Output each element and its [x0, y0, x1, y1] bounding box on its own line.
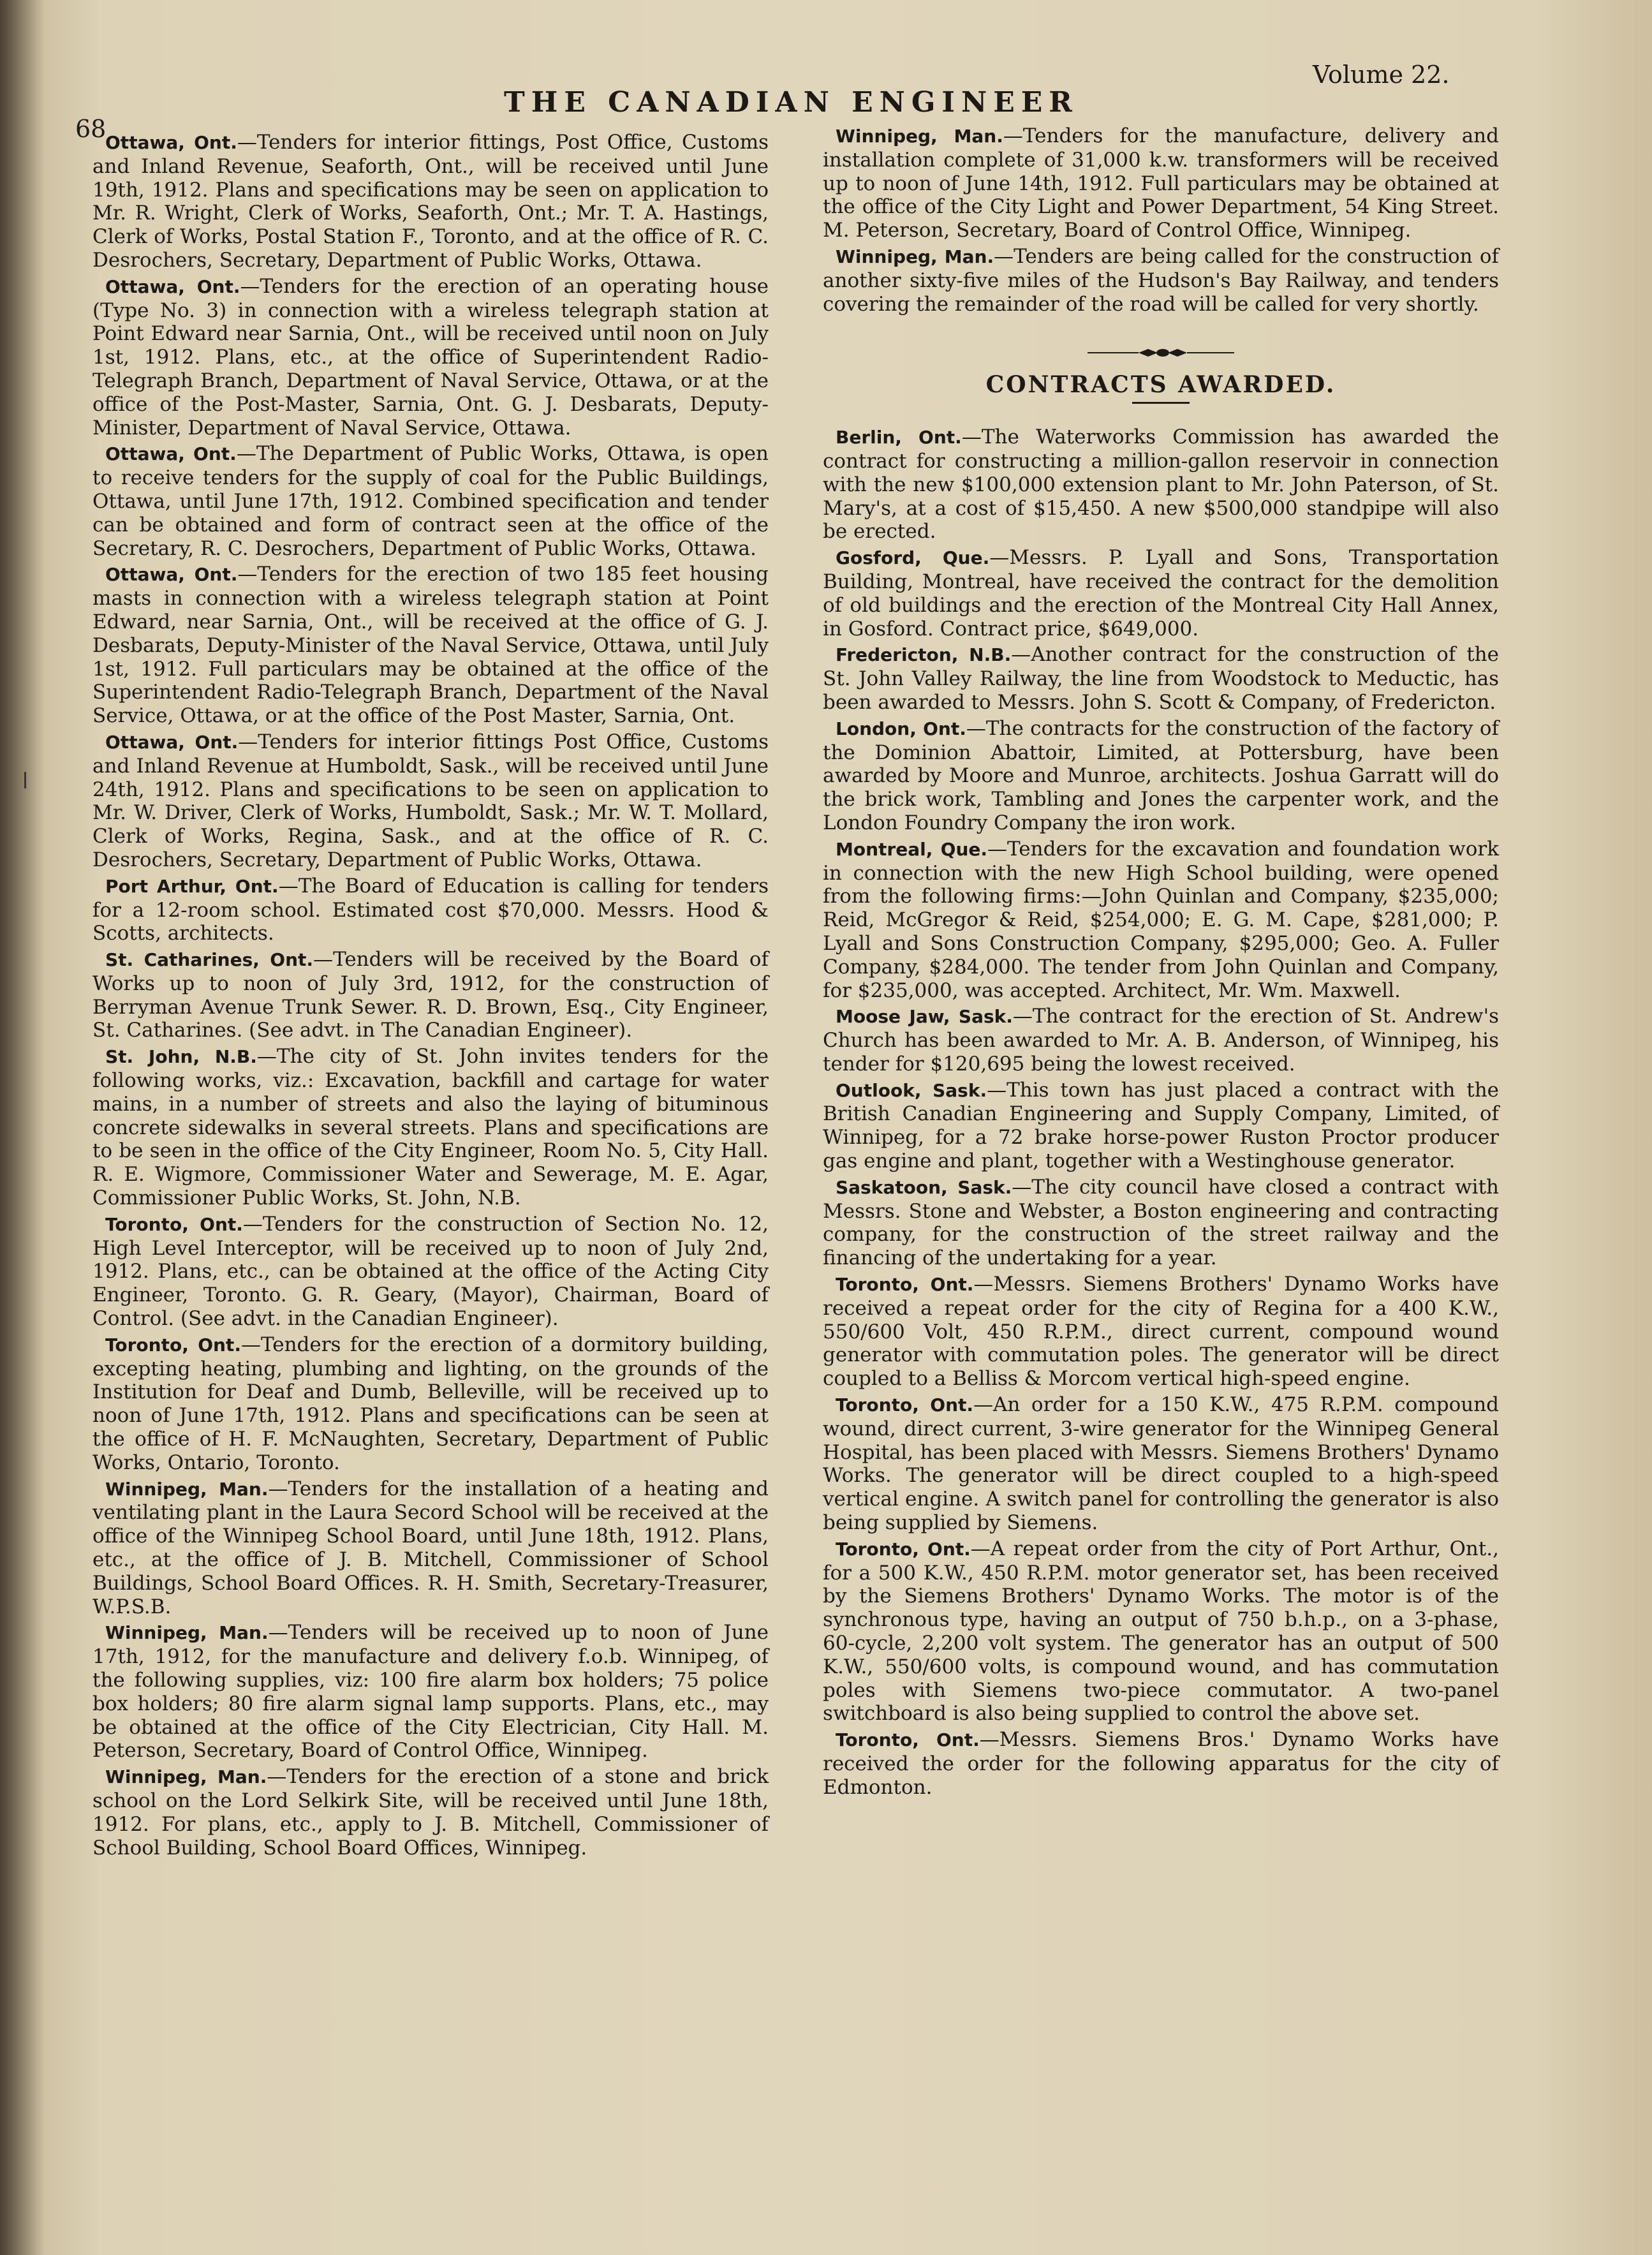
entry-place: Gosford, Que. — [836, 547, 990, 569]
notice-entry — [823, 1728, 1499, 1799]
notice-entry — [92, 1477, 769, 1619]
entry-place: Saskatoon, Sask. — [836, 1176, 1012, 1198]
notice-entry — [823, 717, 1499, 835]
entry-place: Toronto, Ont. — [105, 1213, 243, 1235]
entry-dash: — — [973, 1273, 994, 1296]
entry-text: Tenders for the construction of Section No. 12, High Level Interceptor, will be received up to noon of July 2nd, 1912. Plans, etc., can be obtained at the office of the Acting City Engineer, Toronto. G. R. Geary, (Mayor), Chairman, Board of Control. (See advt. in the Canadian Engineer). — [92, 1212, 769, 1331]
entry-text: A repeat order from the city of Port Arthur, Ont., for a 500 K.W., 450 R.P.M. motor generator set, has been received by the Siemens Brothers' Dynamo Works. The motor is of the synchronous type, having an output of 750 b.h.p., on a 3-phase, 60-cycle, 2,200 volt system. The generator has an output of 500 K.W., 550/600 volts, is compound wound, and has commutation poles with Siemens two-piece commutator. A two-panel switchboard is also being supplied to control the above set. — [823, 1537, 1500, 1726]
notice-entry — [823, 1176, 1499, 1270]
notice-entry — [823, 1005, 1499, 1076]
entry-text: The Department of Public Works, Ottawa, is open to receive tenders for the supply of coal for the Public Buildings, Ottawa, until June 17th, 1912. Combined specification and tender can be obtained and form of contract seen at the office of the Secretary, R. C. Desrochers, Department of Public Works, Ottawa. — [92, 442, 769, 560]
entry-place: St. Catharines, Ont. — [105, 949, 314, 971]
entry-place: Ottawa, Ont. — [105, 564, 238, 586]
entry-dash: — — [970, 1537, 991, 1560]
entry-place: Toronto, Ont. — [836, 1394, 974, 1416]
entry-place: Montreal, Que. — [836, 838, 988, 860]
left-column — [92, 131, 769, 1862]
notice-entry — [823, 1273, 1499, 1391]
contracts-awarded-heading: CONTRACTS AWARDED. — [985, 371, 1336, 399]
entry-place: Moose Jaw, Sask. — [836, 1006, 1013, 1028]
entry-dash: — — [1011, 643, 1031, 667]
entry-dash: — — [238, 730, 258, 753]
notice-entry — [823, 124, 1499, 242]
entry-place: Port Arthur, Ont. — [105, 875, 279, 897]
entry-text: The city of St. John invites tenders for the following works, viz.: Excavation, backfill and cartage for water mains, in a number of streets and also the laying of bituminous concrete sidewalks in several streets. Plans and specifications are to be seen in the office of the City Engineer, Room No. 5, City Hall. R. E. Wigmore, Commissioner Water and Sewerage, M. E. Agar, Commissioner Public Works, St. John, N.B. — [92, 1045, 769, 1210]
margin-mark — [24, 772, 26, 788]
entry-text: An order for a 150 K.W., 475 R.P.M. compound wound, direct current, 3-wire generator for the Winnipeg General Hospital, has been placed with Messrs. Siemens Brothers' Dynamo Works. The generator will be direct coupled to a high-speed vertical engine. A switch panel for controlling the generator is also being supplied by Siemens. — [823, 1393, 1500, 1535]
entry-dash: — — [313, 948, 334, 972]
notice-entry — [92, 131, 769, 272]
entry-text: Tenders for the installation of a heating and ventilating plant in the Laura Secord School will be received at the office of the Winnipeg School Board, until June 18th, 1912. Plans, etc., at the office of J. B. Mitchell, Commissioner of School Buildings, School Board Offices. R. H. Smith, Secretary-Treasurer, W.P.S.B. — [92, 1477, 769, 1618]
notice-entry — [92, 275, 769, 440]
entry-text: Messrs. Siemens Brothers' Dynamo Works have received a repeat order for the city of Regina for a 400 K.W., 550/600 Volt, 450 R.P.M., direct current, compound wound generator with commutation poles. The generator will be direct coupled to a Belliss & Morcom vertical high-speed engine. — [823, 1273, 1499, 1391]
entry-dash: — — [237, 131, 257, 154]
entry-dash: — — [987, 837, 1008, 861]
entry-dash: — — [1012, 1175, 1032, 1199]
entry-place: Toronto, Ont. — [105, 1334, 241, 1356]
notice-entry — [823, 643, 1499, 714]
entry-place: Winnipeg, Man. — [836, 126, 1003, 147]
entry-dash: — — [994, 244, 1014, 268]
notice-entry — [92, 730, 769, 872]
contracts-list — [823, 425, 1499, 1799]
entry-text: Tenders for interior fittings, Post Office, Customs and Inland Revenue, Seaforth, Ont., will be received until June 19th, 1912. Plans and specifications may be seen on application to Mr. R. Wright, Clerk of Works, Seaforth, Ont.; Mr. T. A. Hastings, Clerk of Works, Postal Station F., Toronto, and at the office of R. C. Desrochers, Secretary, Department of Public Works, Ottawa. — [92, 131, 769, 272]
notice-entry — [92, 442, 769, 560]
notice-entry — [823, 1537, 1499, 1726]
entry-dash: — — [987, 1078, 1007, 1102]
notice-entry — [823, 838, 1499, 1003]
entry-place: Ottawa, Ont. — [105, 132, 237, 153]
entry-text: Tenders for the excavation and foundation work in connection with the new High School building, were opened from the following firms:—John Quinlan and Company, $235,000; Reid, McGregor & Reid, $254,000; E. G. M. Cape, $281,000; P. Lyall and Sons Construction Company, $295,000; Geo. A. Fuller Company, $284,000. The tender from John Quinlan and Company, for $235,000, was accepted. Architect, Mr. Wm. Maxwell. — [823, 837, 1499, 1002]
entry-place: London, Ont. — [836, 718, 966, 739]
heading-rule — [1132, 402, 1190, 404]
entry-place: Winnipeg, Man. — [105, 1766, 267, 1788]
entry-text: Tenders are being called for the construction of another sixty-five miles of the Hudson's Bay Railway, and tenders covering the remainder of the road will be called for very shortly. — [823, 244, 1499, 316]
entry-place: St. John, N.B. — [105, 1046, 257, 1068]
notice-entry — [823, 546, 1499, 640]
entry-dash: — — [236, 442, 256, 466]
entry-dash: — — [267, 1765, 287, 1789]
entry-dash: — — [1003, 124, 1023, 147]
entry-text: The Waterworks Commission has awarded the contract for constructing a million-gallon reservoir in connection with the new $100,000 extension plant to Mr. John Paterson, of St. Mary's, at a cost of $15,450. A new $500,000 standpipe will also be erected. — [823, 425, 1499, 543]
entry-dash: — — [278, 874, 299, 898]
entry-text: Tenders for interior fittings Post Office, Customs and Inland Revenue at Humboldt, Sask., will be received until June 24th, 1912. Plans and specifications to be seen on application to Mr. W. Driver, Clerk of Works, Humboldt, Sask.; Mr. W. T. Mollard, Clerk of Works, Regina, Sask., and at the office of R. C. Desrochers, Secretary, Department of Public Works, Ottawa. — [92, 730, 769, 871]
entry-dash: — — [961, 425, 982, 449]
notice-entry — [92, 1045, 769, 1210]
journal-title: THE CANADIAN ENGINEER — [504, 86, 1079, 119]
entry-text: Tenders will be received up to noon of June 17th, 1912, for the manufacture and delivery f.o.b. Winnipeg, of the following supplies, viz: 100 fire alarm box holders; 75 police box holders; 80 fire alarm signal lamp supports. Plans, etc., may be obtained at the office of the City Electrician, City Hall. M. Peterson, Secretary, Board of Control Office, Winnipeg. — [92, 1621, 769, 1763]
entry-text: The city council have closed a contract with Messrs. Stone and Webster, a Boston engineering and contracting company, for the construction of the street railway and the financing of the undertaking for a year. — [823, 1175, 1499, 1270]
entry-text: Tenders for the erection of an operating house (Type No. 3) in connection with a wireless telegraph station at Point Edward near Sarnia, Ont., will be received until noon on July 1st, 1912. Plans, etc., at the office of Superintendent Radio-Telegraph Branch, Department of Naval Service, Ottawa, or at the office of the Post-Master, Sarnia, Ont. G. J. Desbarats, Deputy-Minister, Department of Naval Service, Ottawa. — [92, 274, 769, 440]
entry-text: Tenders for the erection of a dormitory building, excepting heating, plumbing and lighting, on the grounds of the Institution for Deaf and Dumb, Belleville, will be received up to noon of June 17th, 1912. Plans and specifications can be seen at the office of H. F. McNaughten, Secretary, Department of Public Works, Ontario, Toronto. — [92, 1333, 769, 1474]
entry-dash: — — [966, 716, 986, 740]
entry-text: Tenders for the erection of two 185 feet housing masts in connection with a wireless telegraph station at Point Edward, near Sarnia, Ont., will be received at the office of G. J. Desbarats, Deputy-Minister of the Naval Service, Ottawa, until July 1st, 1912. Full particulars may be obtained at the office of the Superintendent Radio-Telegraph Branch, Department of the Naval Service, Ottawa, or at the office of the Post Master, Sarnia, Ont. — [92, 563, 769, 728]
tenders-continued — [823, 124, 1499, 316]
entry-place: Fredericton, N.B. — [836, 644, 1012, 666]
entry-place: Winnipeg, Man. — [105, 1478, 269, 1500]
entry-text: This town has just placed a contract with the British Canadian Engineering and Supply Company, Limited, of Winnipeg, for a 72 brake horse-power Ruston Proctor producer gas engine and plant, together with a Westinghouse generator. — [823, 1078, 1500, 1173]
entry-dash: — — [240, 274, 260, 298]
entry-dash: — — [989, 546, 1010, 570]
page-number: 68 — [75, 115, 107, 143]
entry-dash: — — [979, 1728, 999, 1752]
entry-place: Ottawa, Ont. — [105, 731, 239, 753]
section-ornament — [823, 341, 1499, 354]
entry-dash: — — [1012, 1005, 1033, 1028]
notice-entry — [92, 1621, 769, 1763]
entry-place: Winnipeg, Man. — [105, 1622, 269, 1644]
ornament-divider-icon — [1088, 346, 1234, 359]
entry-place: Ottawa, Ont. — [105, 443, 237, 465]
notice-entry — [92, 948, 769, 1042]
entry-place: Berlin, Ont. — [836, 427, 962, 448]
entry-text: The Board of Education is calling for tenders for a 12-room school. Estimated cost $70,000. Messrs. Hood & Scotts, architects. — [92, 874, 769, 945]
entry-place: Toronto, Ont. — [836, 1538, 971, 1560]
entry-dash: — — [256, 1045, 277, 1068]
notice-entry — [92, 1765, 769, 1859]
entry-text: Messrs. P. Lyall and Sons, Transportation Building, Montreal, have received the contract for the demolition of old buildings and the erection of the Montreal City Hall Annex, in Gosford. Contract price, $649,000. — [823, 546, 1500, 640]
entry-dash: — — [973, 1393, 994, 1417]
entry-text: Tenders for the manufacture, delivery and installation complete of 31,000 k.w. transformers will be received up to noon of June 14th, 1912. Full particulars may be obtained at the office of the City Light and Power Department, 54 King Street. M. Peterson, Secretary, Board of Control Office, Winnipeg. — [823, 124, 1499, 242]
entry-text: Another contract for the construction of the St. John Valley Railway, the line from Woodstock to Meductic, has been awarded to Messrs. John S. Scott & Company, of Fredericton. — [823, 643, 1499, 714]
notice-entry — [823, 1393, 1499, 1535]
entry-place: Toronto, Ont. — [836, 1729, 980, 1751]
notice-entry — [92, 1213, 769, 1331]
right-column — [823, 124, 1499, 1802]
notice-entry — [823, 245, 1499, 316]
entry-dash: — — [237, 563, 258, 586]
notice-entry — [92, 875, 769, 945]
notice-entry — [92, 1333, 769, 1475]
entry-text: Tenders will be received by the Board of Works up to noon of July 3rd, 1912, for the construction of Berryman Avenue Trunk Sewer. R. D. Brown, Esq., City Engineer, St. Catharines. (See advt. in The Canadian Engineer). — [92, 948, 769, 1042]
entry-dash: — — [268, 1621, 288, 1645]
notice-entry — [92, 563, 769, 728]
entry-place: Toronto, Ont. — [836, 1274, 974, 1296]
volume-label: Volume 22. — [1313, 61, 1450, 89]
notice-entry — [823, 1079, 1499, 1173]
entry-dash: — — [242, 1212, 263, 1236]
entry-dash: — — [268, 1477, 288, 1500]
entry-place: Winnipeg, Man. — [836, 246, 994, 267]
entry-place: Ottawa, Ont. — [105, 276, 240, 297]
entry-text: The contracts for the construction of the factory of the Dominion Abattoir, Limited, at Pottersburg, have been awarded by Moore and Munroe, architects. Joshua Garratt will do the brick work, Tambling and Jones the carpenter work, and the London Foundry Company the iron work. — [823, 716, 1499, 834]
entry-text: Messrs. Siemens Bros.' Dynamo Works have received the order for the following apparatus for the city of Edmonton. — [823, 1728, 1500, 1799]
entry-dash: — — [240, 1333, 261, 1356]
entry-place: Outlook, Sask. — [836, 1079, 987, 1101]
entry-text: The contract for the erection of St. Andrew's Church has been awarded to Mr. A. B. Anderson, of Winnipeg, his tender for $120,695 being the lowest received. — [823, 1005, 1499, 1076]
notice-entry — [823, 425, 1499, 543]
entry-text: Tenders for the erection of a stone and brick school on the Lord Selkirk Site, will be received until June 18th, 1912. For plans, etc., apply to J. B. Mitchell, Commissioner of School Building, School Board Offices, Winnipeg. — [92, 1765, 769, 1859]
